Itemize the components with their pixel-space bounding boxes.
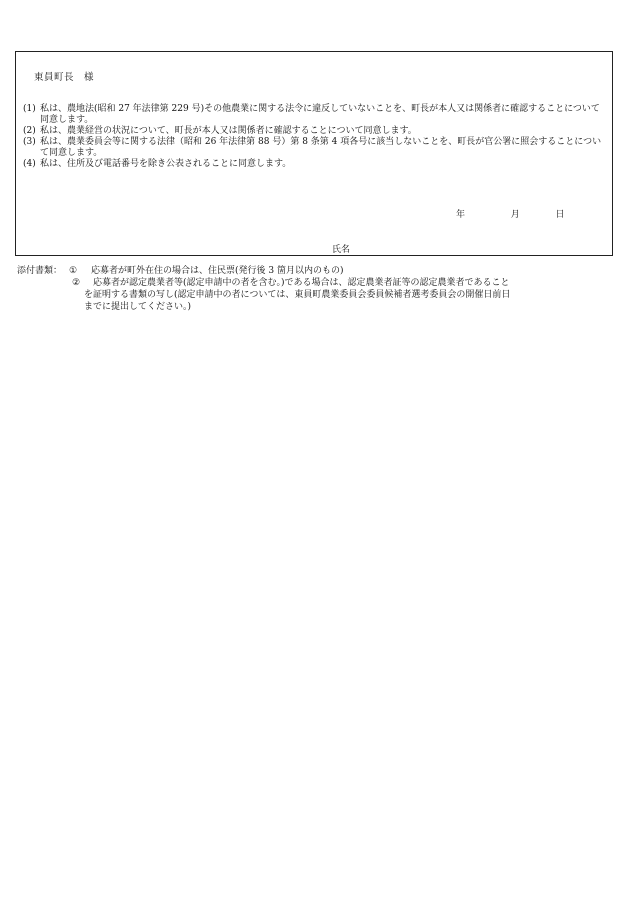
day-label: 日 xyxy=(555,210,565,220)
clause-number: (2) xyxy=(23,126,36,136)
attachment-text: を証明する書類の写し(認定申請中の者については、東員町農業委員会委員候補者選考委員会の開催日前日 xyxy=(84,290,511,300)
addressee: 東員町長 様 xyxy=(34,72,95,83)
clause-number: (3) xyxy=(23,137,36,147)
clause-number: (4) xyxy=(23,159,36,169)
date-line xyxy=(456,207,565,220)
consent-clauses xyxy=(23,104,606,170)
consent-clause xyxy=(23,126,606,137)
month-label: 月 xyxy=(510,210,520,220)
clause-text: 私は、農業経営の状況について、町長が本人又は関係者に確認することについて同意します。 xyxy=(40,126,417,136)
name-label: 氏名 xyxy=(332,245,351,255)
clause-text: 私は、農業委員会等に関する法律（昭和 26 年法律第 88 号）第 8 条第 4 項各号に該当しないことを、町長が官公署に照会することについて同意します。 xyxy=(40,137,602,158)
attachment-number: ② xyxy=(72,278,81,288)
year-label: 年 xyxy=(456,210,466,220)
consent-clause xyxy=(23,159,606,170)
consent-clause xyxy=(23,137,606,159)
attachment-number: ① xyxy=(69,266,78,276)
clause-text: 私は、住所及び電話番号を除き公表されることに同意します。 xyxy=(40,159,292,169)
attachment-text: までに提出してください。) xyxy=(84,302,192,312)
attachment-text: 応募者が町外在住の場合は、住民票(発行後 3 箇月以内のもの) xyxy=(91,266,344,276)
attachment-text: 応募者が認定農業者等(認定申請中の者を含む。)である場合は、認定農業者証等の認定農業者であること xyxy=(93,278,510,288)
consent-clause xyxy=(23,104,606,126)
attachments-label: 添付書類： xyxy=(17,266,63,276)
consent-box xyxy=(15,51,613,256)
clause-text: 私は、農地法(昭和 27 年法律第 229 号)その他農業に関する法令に違反していないことを、町長が本人又は関係者に確認することについて同意します。 xyxy=(40,104,600,125)
clause-number: (1) xyxy=(23,104,36,114)
